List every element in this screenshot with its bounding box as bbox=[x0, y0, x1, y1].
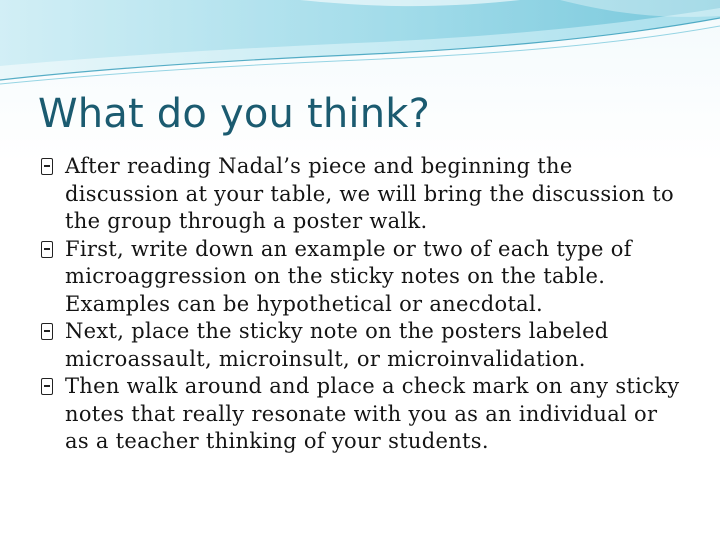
missing-glyph-box-icon bbox=[41, 378, 53, 395]
bullet-text: Next, place the sticky note on the posters labeled microassault, microinsult, or microinvalidation. bbox=[65, 319, 609, 371]
bullet-text: First, write down an example or two of each type of microaggression on the sticky notes on the table. Examples can be hypothetical or anecdotal. bbox=[65, 236, 632, 316]
bullet-item bbox=[40, 236, 680, 319]
wave-header-decoration bbox=[0, 0, 720, 90]
bullet-item bbox=[40, 318, 680, 373]
bullet-text: Then walk around and place a check mark on any sticky notes that really resonate with you as an individual or as a teacher thinking of your students. bbox=[65, 374, 680, 453]
bullet-item bbox=[40, 373, 680, 456]
bullet-item bbox=[40, 153, 680, 236]
slide-title: What do you think? bbox=[38, 91, 431, 137]
bullet-list bbox=[40, 153, 680, 456]
missing-glyph-box-icon bbox=[41, 241, 53, 258]
missing-glyph-box-icon bbox=[41, 323, 53, 340]
missing-glyph-box-icon bbox=[41, 158, 53, 175]
bullet-text: After reading Nadal’s piece and beginning the discussion at your table, we will bring the discussion to the group through a poster walk. bbox=[65, 154, 674, 233]
